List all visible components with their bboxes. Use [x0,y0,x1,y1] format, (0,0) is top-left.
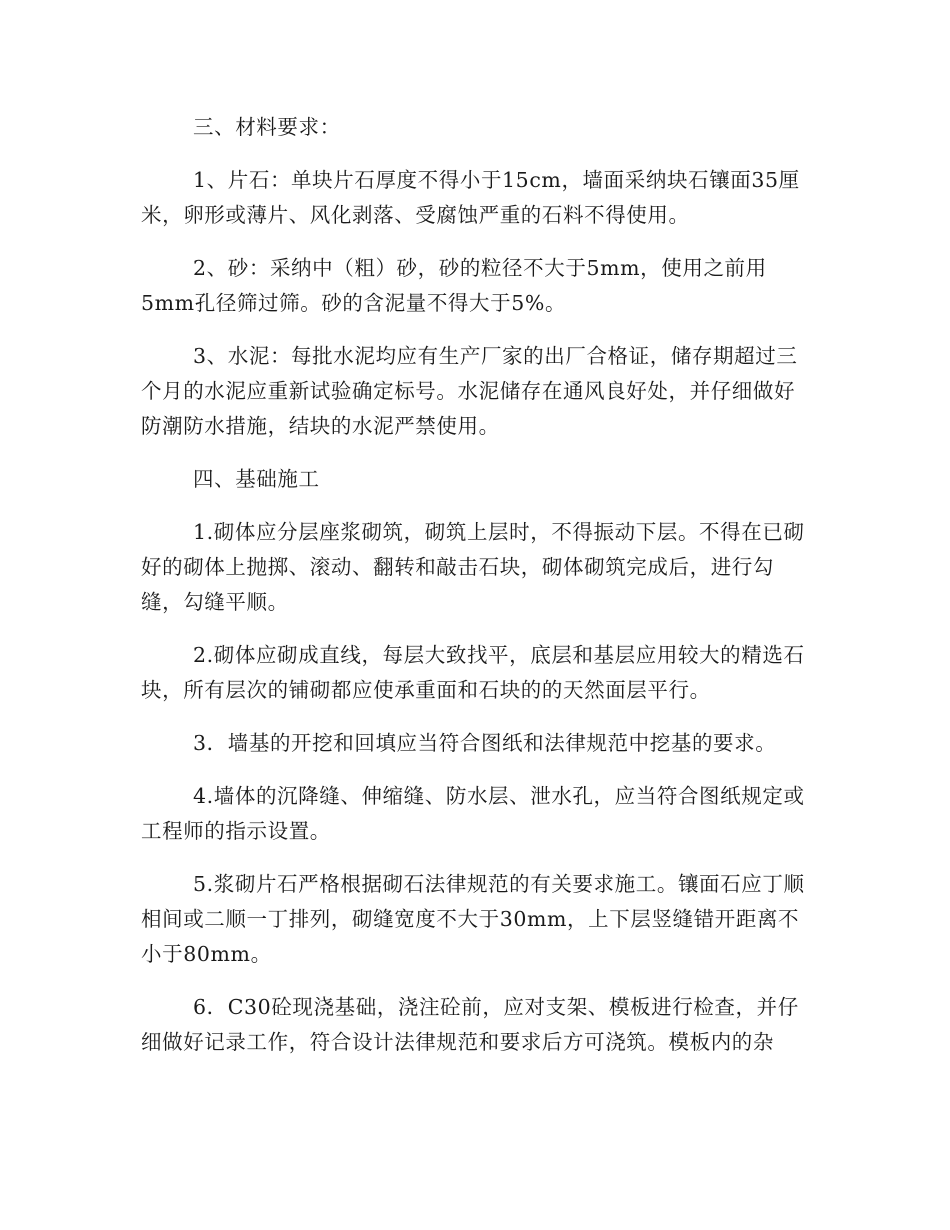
paragraph-foundation-6: 6．C30砼现浇基础，浇注砼前，应对支架、模板进行检查，并仔细做好记录工作，符合设计法律规范和要求后方可浇筑。模板内的杂 [141,995,799,1054]
paragraph-stone: 1、片石：单块片石厚度不得小于15cm，墙面采纳块石镶面35厘米，卵形或薄片、风化剥落、受腐蚀严重的石料不得使用。 [141,168,800,227]
section-heading-foundation: 四、基础施工 [193,467,320,491]
document-body [141,110,811,1060]
paragraph-foundation-4: 4.墙体的沉降缝、伸缩缝、防水层、泄水孔，应当符合图纸规定或工程师的指示设置。 [141,784,805,843]
paragraph-foundation-1: 1.砌体应分层座浆砌筑，砌筑上层时，不得振动下层。不得在已砌好的砌体上抛掷、滚动、翻转和敲击石块，砌体砌筑完成后，进行勾缝，勾缝平顺。 [141,520,805,614]
paragraph-foundation-5: 5.浆砌片石严格根据砌石法律规范的有关要求施工。镶面石应丁顺相间或二顺一丁排列，砌缝宽度不大于30mm，上下层竖缝错开距离不小于80mm。 [141,872,805,966]
paragraph-cement: 3、水泥：每批水泥均应有生产厂家的出厂合格证，储存期超过三个月的水泥应重新试验确定标号。水泥储存在通风良好处，并仔细做好防潮防水措施，结块的水泥严禁使用。 [141,344,798,438]
paragraph-foundation-3: 3．墙基的开挖和回填应当符合图纸和法律规范中挖基的要求。 [193,731,777,755]
paragraph-sand: 2、砂：采纳中（粗）砂，砂的粒径不大于5mm，使用之前用5mm孔径筛过筛。砂的含泥量不得大于5%。 [141,256,767,315]
paragraph-foundation-2: 2.砌体应砌成直线，每层大致找平，底层和基层应用较大的精选石块，所有层次的铺砌都应使承重面和石块的的天然面层平行。 [141,643,805,702]
section-heading-materials: 三、材料要求： [193,115,341,139]
